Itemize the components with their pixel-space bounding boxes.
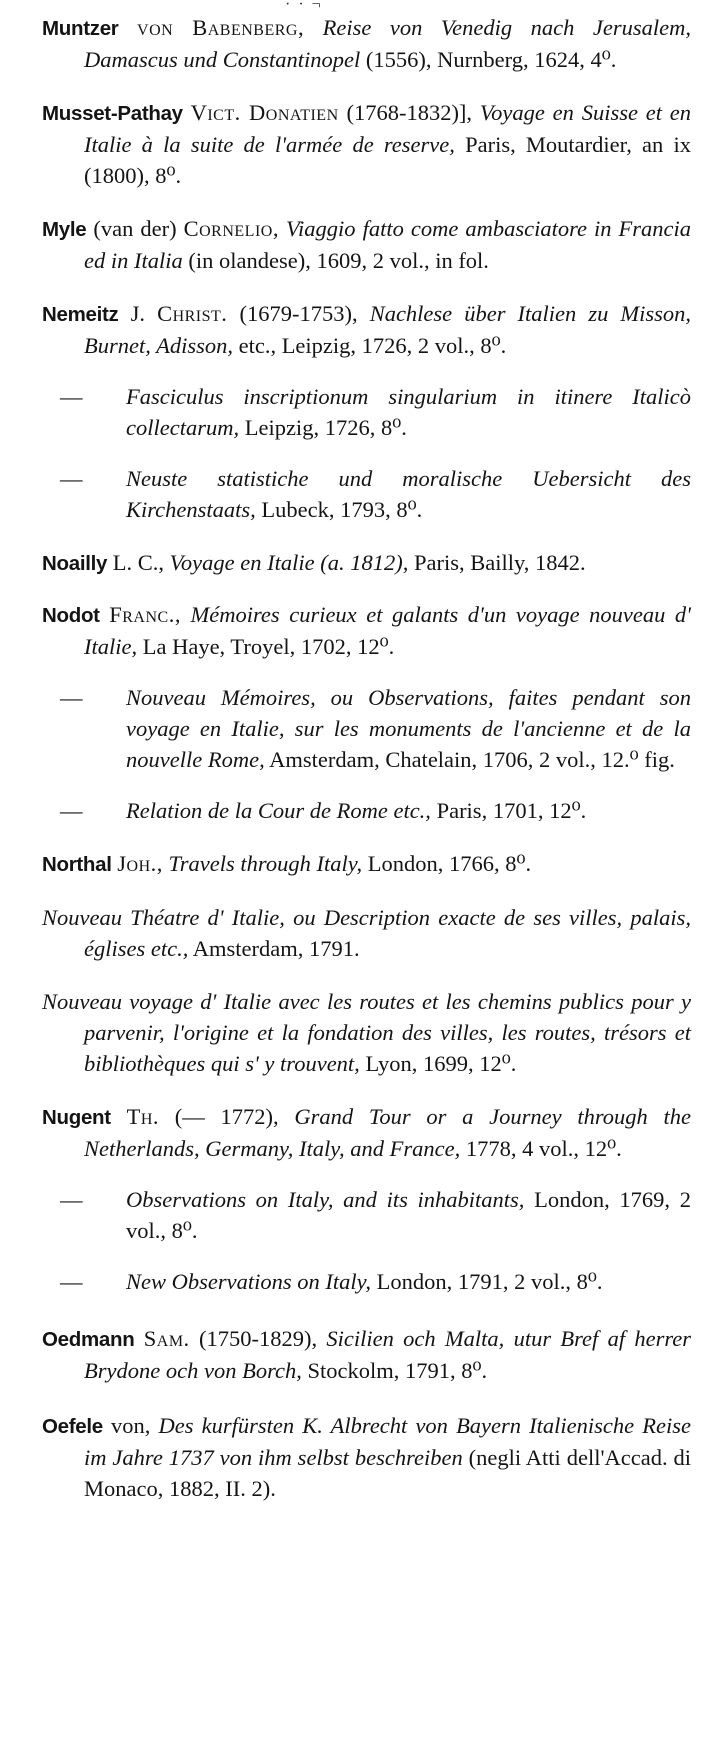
bibliography-entry	[42, 795, 691, 826]
bibliography-entry	[42, 902, 691, 964]
author-surname: Oedmann	[42, 1328, 135, 1351]
author-surname: Nugent	[42, 1106, 111, 1129]
publication-details: La Haye, Troyel, 1702, 12⁰.	[142, 634, 395, 659]
work-title: Mémoires curieux et galants d'un voyage nouveau d' Italie,	[84, 602, 691, 659]
author-forename: Franc.,	[109, 602, 181, 627]
work-title: Relation de la Cour de Rome etc.,	[126, 798, 431, 823]
publication-details: Amsterdam, Chatelain, 1706, 2 vol., 12.⁰ fig.	[269, 747, 675, 772]
ditto-dash: —	[60, 1187, 83, 1212]
bibliography-entry	[42, 682, 691, 775]
top-page-mark: · · ¬	[285, 0, 323, 13]
publication-details: (negli Atti dell'Accad. di Monaco, 1882, II. 2).	[84, 1445, 692, 1501]
work-title: Neuste statistiche und moralische Uebersicht des Kirchenstaats,	[126, 466, 691, 522]
work-title: Voyage en Suisse et en Italie à la suite de l'armée de reserve,	[84, 100, 692, 157]
publication-details: Lyon, 1699, 12⁰.	[365, 1051, 517, 1076]
entry-list	[42, 12, 691, 1504]
publication-details: London, 1766, 8⁰.	[367, 851, 532, 876]
publication-details: London, 1769, 2 vol., 8⁰.	[126, 1187, 691, 1243]
work-title: Voyage en Italie (a. 1812),	[169, 550, 409, 575]
author-forename: von Babenberg,	[137, 15, 305, 40]
ditto-dash: —	[60, 685, 83, 710]
author-surname: Myle	[42, 218, 87, 241]
bibliography-entry	[42, 213, 691, 276]
ditto-dash: —	[60, 1269, 83, 1294]
publication-details: London, 1791, 2 vol., 8⁰.	[376, 1269, 603, 1294]
work-title: Des kurfürsten K. Albrecht von Bayern Italienische Reise im Jahre 1737 von ihm selbst beschreiben	[84, 1413, 692, 1470]
bibliography-entry	[42, 298, 691, 361]
publication-details: Paris, Moutardier, an ix (1800), 8⁰.	[84, 132, 691, 188]
bibliography-entry	[42, 848, 691, 880]
work-title: Nouveau Mémoires, ou Observations, faites pendant son voyage en Italie, sur les monuments de l'ancienne et de la nouvelle Rome,	[126, 685, 691, 772]
bibliography-entry	[42, 547, 691, 579]
publication-details: Leipzig, 1726, 8⁰.	[244, 415, 407, 440]
work-title: Grand Tour or a Journey through the Netherlands, Germany, Italy, and France,	[84, 1104, 692, 1161]
author-forename: Christ.	[157, 301, 228, 326]
author-surname: Oefele	[42, 1415, 103, 1438]
author-dates: (1750-1829),	[198, 1326, 318, 1351]
bibliography-entry	[42, 1101, 691, 1164]
bibliography-entry	[42, 463, 691, 525]
bibliography-entry	[42, 986, 691, 1079]
author-dates: (1679-1753),	[239, 301, 358, 326]
author-particle: J.	[130, 301, 145, 326]
publication-details: 1778, 4 vol., 12⁰.	[465, 1136, 622, 1161]
author-surname: Northal	[42, 853, 112, 876]
bibliography-entry	[42, 12, 691, 75]
author-surname: Nodot	[42, 604, 100, 627]
ditto-dash: —	[60, 384, 83, 409]
work-title: Travels through Italy,	[168, 851, 363, 876]
author-forename: Joh.,	[117, 851, 163, 876]
ditto-dash: —	[60, 466, 83, 491]
author-surname: Muntzer	[42, 17, 119, 40]
work-title: Nachlese über Italien zu Misson, Burnet, Adisson,	[84, 301, 692, 358]
bibliography-entry	[42, 1323, 691, 1386]
work-title: New Observations on Italy,	[126, 1269, 371, 1294]
work-title: Observations on Italy, and its inhabitants,	[126, 1187, 525, 1212]
publication-details: Paris, 1701, 12⁰.	[436, 798, 587, 823]
author-surname: Nemeitz	[42, 303, 119, 326]
author-particle: (van der)	[93, 216, 177, 241]
publication-details: Amsterdam, 1791.	[192, 936, 360, 961]
publication-details: Lubeck, 1793, 8⁰.	[261, 497, 423, 522]
author-dates: (— 1772),	[174, 1104, 279, 1129]
author-surname: Noailly	[42, 552, 108, 575]
bibliography-entry	[42, 599, 691, 662]
work-title: Viaggio fatto come ambasciatore in Francia ed in Italia	[84, 216, 691, 273]
author-particle: L. C.,	[112, 550, 165, 575]
author-particle: von,	[111, 1413, 151, 1438]
author-forename: Cornelio,	[183, 216, 279, 241]
work-title: Sicilien och Malta, utur Bref af herrer Brydone och von Borch,	[84, 1326, 692, 1383]
publication-details: etc., Leipzig, 1726, 2 vol., 8⁰.	[238, 333, 507, 358]
publication-details: (1556), Nurnberg, 1624, 4⁰.	[365, 47, 617, 72]
bibliography-entry	[42, 1410, 691, 1504]
publication-details: Stockolm, 1791, 8⁰.	[307, 1358, 488, 1383]
bibliography-entry	[42, 1184, 691, 1246]
bibliography-entry	[42, 381, 691, 443]
publication-details: (in olandese), 1609, 2 vol., in fol.	[188, 248, 489, 273]
work-title: Nouveau voyage d' Italie avec les routes et les chemins publics pour y parvenir, l'origine et la fondation des villes, les routes, trésors et bibliothèques qui s' y trouvent,	[42, 989, 691, 1076]
work-title: Reise von Venedig nach Jerusalem, Damascus und Constantinopel	[84, 15, 691, 72]
bibliography-entry	[42, 97, 691, 191]
bibliography-entry	[42, 1266, 691, 1297]
work-title: Nouveau Théatre d' Italie, ou Description exacte de ses villes, palais, églises etc.,	[42, 905, 691, 961]
author-surname: Musset-Pathay	[42, 102, 183, 125]
author-forename: Vict. Donatien	[190, 100, 339, 125]
author-forename: Th.	[126, 1104, 160, 1129]
ditto-dash: —	[60, 798, 83, 823]
author-forename: Sam.	[143, 1326, 190, 1351]
publication-details: Paris, Bailly, 1842.	[413, 550, 586, 575]
work-title: Fasciculus inscriptionum singularium in itinere Italicò collectarum,	[126, 384, 691, 440]
author-dates: (1768-1832)],	[346, 100, 473, 125]
